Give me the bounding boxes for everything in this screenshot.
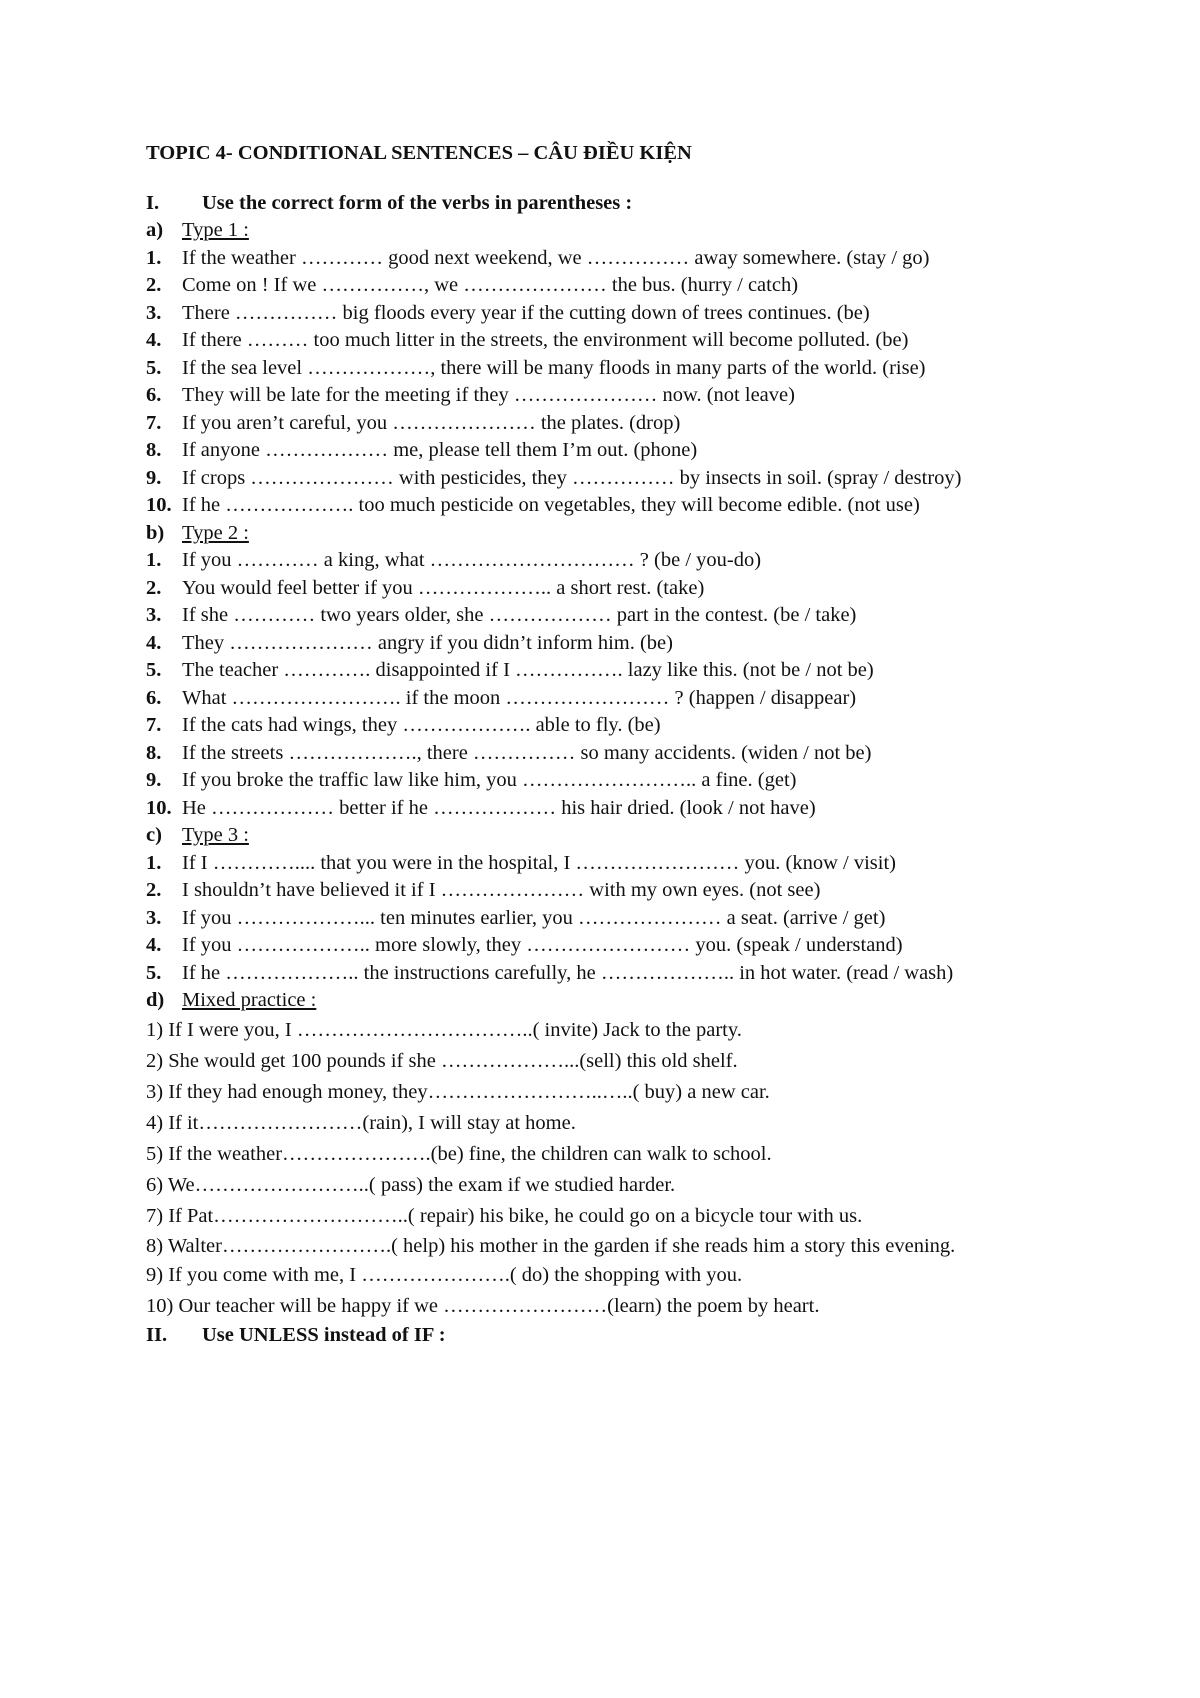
item-number: 10. [146, 494, 172, 516]
section-1-heading [146, 190, 1066, 218]
item-text: If I ………….... that you were in the hospital, I …………………… you. (know / visit) [182, 851, 896, 874]
page-title: TOPIC 4- CONDITIONAL SENTENCES – CÂU ĐIỀU KIỆN [146, 142, 692, 164]
exercise-item [146, 740, 1066, 768]
exercise-item [146, 575, 1066, 603]
item-text: You would feel better if you ……………….. a short rest. (take) [182, 576, 705, 599]
item-text: They will be late for the meeting if they ………………… now. (not leave) [182, 384, 795, 406]
mixed-practice-item: 6) We……………………..( pass) the exam if we studied harder. [146, 1173, 676, 1196]
subsection-letter: d) [146, 989, 165, 1011]
exercise-item [146, 795, 1066, 823]
mixed-practice-item: 4) If it……………………(rain), I will stay at home. [146, 1111, 576, 1134]
item-number: 4. [146, 934, 162, 956]
exercise-item [146, 850, 1066, 878]
item-number: 2. [146, 274, 162, 296]
exercise-item [146, 602, 1066, 630]
subsection-letter: c) [146, 824, 162, 846]
subsection-heading [146, 217, 1066, 245]
item-text: If he ……………….. the instructions carefully, he ……………….. in hot water. (read / wash) [182, 961, 954, 984]
mixed-practice-item: 2) She would get 100 pounds if she ………………...(sell) this old shelf. [146, 1049, 738, 1072]
item-number: 1. [146, 246, 162, 269]
exercise-group-mixed [146, 1015, 1066, 1322]
subsection-label: Type 1 : [182, 219, 249, 241]
exercise-item [146, 245, 1066, 273]
item-number: 9. [146, 769, 162, 791]
item-number: 8. [146, 439, 162, 461]
section-title: Use the correct form of the verbs in parentheses : [202, 191, 633, 214]
item-number: 2. [146, 879, 162, 901]
mixed-practice-item: 5) If the weather………………….(be) fine, the children can walk to school. [146, 1142, 772, 1165]
subsection-heading [146, 520, 1066, 548]
item-text: If the sea level ………………, there will be many floods in many parts of the world. (rise) [182, 356, 926, 379]
item-number: 8. [146, 741, 162, 764]
exercise-item [146, 410, 1066, 438]
item-number: 6. [146, 686, 162, 709]
subsection-label: Type 3 : [182, 824, 249, 846]
item-number: 1. [146, 851, 162, 874]
item-text: The teacher …………. disappointed if I ……………. lazy like this. (not be / not be) [182, 659, 874, 681]
exercise-item [146, 630, 1066, 658]
mixed-practice-item: 1) If I were you, I ……………………………..( invite) Jack to the party. [146, 1018, 742, 1041]
item-text: If anyone ……………… me, please tell them I’m out. (phone) [182, 439, 698, 461]
item-text: If crops ………………… with pesticides, they …………… by insects in soil. (spray / destroy) [182, 466, 962, 489]
exercise-item [146, 437, 1066, 465]
item-text: If you ………………... ten minutes earlier, you ………………… a seat. (arrive / get) [182, 906, 886, 929]
exercise-item [146, 382, 1066, 410]
item-text: If she ………… two years older, she ……………… part in the contest. (be / take) [182, 604, 857, 626]
mixed-practice-item: 10) Our teacher will be happy if we ……………………(learn) the poem by heart. [146, 1294, 820, 1317]
exercise-group-type2 [146, 520, 1066, 823]
item-text: I shouldn’t have believed it if I ………………… with my own eyes. (not see) [182, 879, 821, 901]
exercise-item [146, 465, 1066, 493]
exercise-item [146, 685, 1066, 713]
exercise-item [146, 657, 1066, 685]
item-text: If you broke the traffic law like him, you …………………….. a fine. (get) [182, 769, 797, 791]
item-number: 3. [146, 604, 162, 626]
exercise-item [146, 300, 1066, 328]
subsection-letter: a) [146, 219, 164, 241]
item-text: If the weather ………… good next weekend, we …………… away somewhere. (stay / go) [182, 246, 930, 269]
item-number: 2. [146, 576, 162, 599]
item-text: If the cats had wings, they ………………. able to fly. (be) [182, 714, 661, 736]
item-text: They ………………… angry if you didn’t inform him. (be) [182, 631, 673, 654]
section-title: Use UNLESS instead of IF : [202, 1323, 446, 1346]
exercise-group-type3 [146, 822, 1066, 987]
item-number: 9. [146, 466, 162, 489]
item-text: If you aren’t careful, you ………………… the plates. (drop) [182, 411, 681, 434]
section-number: II. [146, 1323, 168, 1346]
exercise-group-type1 [146, 217, 1066, 520]
exercise-item [146, 932, 1066, 960]
subsection-label: Type 2 : [182, 521, 249, 544]
section-number: I. [146, 191, 160, 214]
subsection-label: Mixed practice : [182, 989, 317, 1011]
item-text: Come on ! If we ……………, we ………………… the bus. (hurry / catch) [182, 274, 799, 296]
item-number: 5. [146, 356, 162, 379]
item-number: 1. [146, 549, 162, 571]
worksheet-page [146, 140, 1066, 1349]
exercise-item [146, 492, 1066, 520]
exercise-item [146, 905, 1066, 933]
item-number: 4. [146, 631, 162, 654]
subsection-mixed [146, 987, 1066, 1015]
item-number: 5. [146, 659, 162, 681]
item-text: If the streets ………………., there …………… so many accidents. (widen / not be) [182, 741, 872, 764]
exercise-item [146, 960, 1066, 988]
mixed-practice-item: 3) If they had enough money, they……………………..…..( buy) a new car. [146, 1080, 770, 1103]
item-number: 7. [146, 714, 162, 736]
exercise-item [146, 767, 1066, 795]
mixed-practice-item: 9) If you come with me, I ………………….( do) the shopping with you. [146, 1263, 743, 1286]
exercise-item [146, 272, 1066, 300]
item-number: 3. [146, 906, 162, 929]
item-number: 10. [146, 796, 172, 819]
subsection-heading [146, 822, 1066, 850]
item-text: What ……………………. if the moon …………………… ? (happen / disappear) [182, 686, 857, 709]
item-text: If you ……………….. more slowly, they …………………… you. (speak / understand) [182, 934, 903, 956]
exercise-item [146, 712, 1066, 740]
subsection-letter: b) [146, 521, 165, 544]
exercise-item [146, 877, 1066, 905]
item-number: 6. [146, 384, 162, 406]
item-text: There …………… big floods every year if the cutting down of trees continues. (be) [182, 301, 870, 324]
mixed-practice-item: 8) Walter…………………….( help) his mother in the garden if she reads him a story this evening. [146, 1234, 956, 1257]
item-text: He ……………… better if he ……………… his hair dried. (look / not have) [182, 796, 816, 819]
item-number: 7. [146, 411, 162, 434]
item-number: 5. [146, 961, 162, 984]
mixed-practice-item: 7) If Pat………………………..( repair) his bike, he could go on a bicycle tour with us. [146, 1204, 863, 1227]
exercise-item [146, 547, 1066, 575]
exercise-item [146, 327, 1066, 355]
item-number: 4. [146, 329, 162, 351]
item-text: If he ………………. too much pesticide on vegetables, they will become edible. (not use) [182, 494, 920, 516]
exercise-item [146, 355, 1066, 383]
item-text: If there ……… too much litter in the streets, the environment will become polluted. (be) [182, 329, 909, 351]
section-2-heading [146, 1322, 1066, 1350]
item-text: If you ………… a king, what ………………………… ? (be / you-do) [182, 549, 762, 571]
item-number: 3. [146, 301, 162, 324]
